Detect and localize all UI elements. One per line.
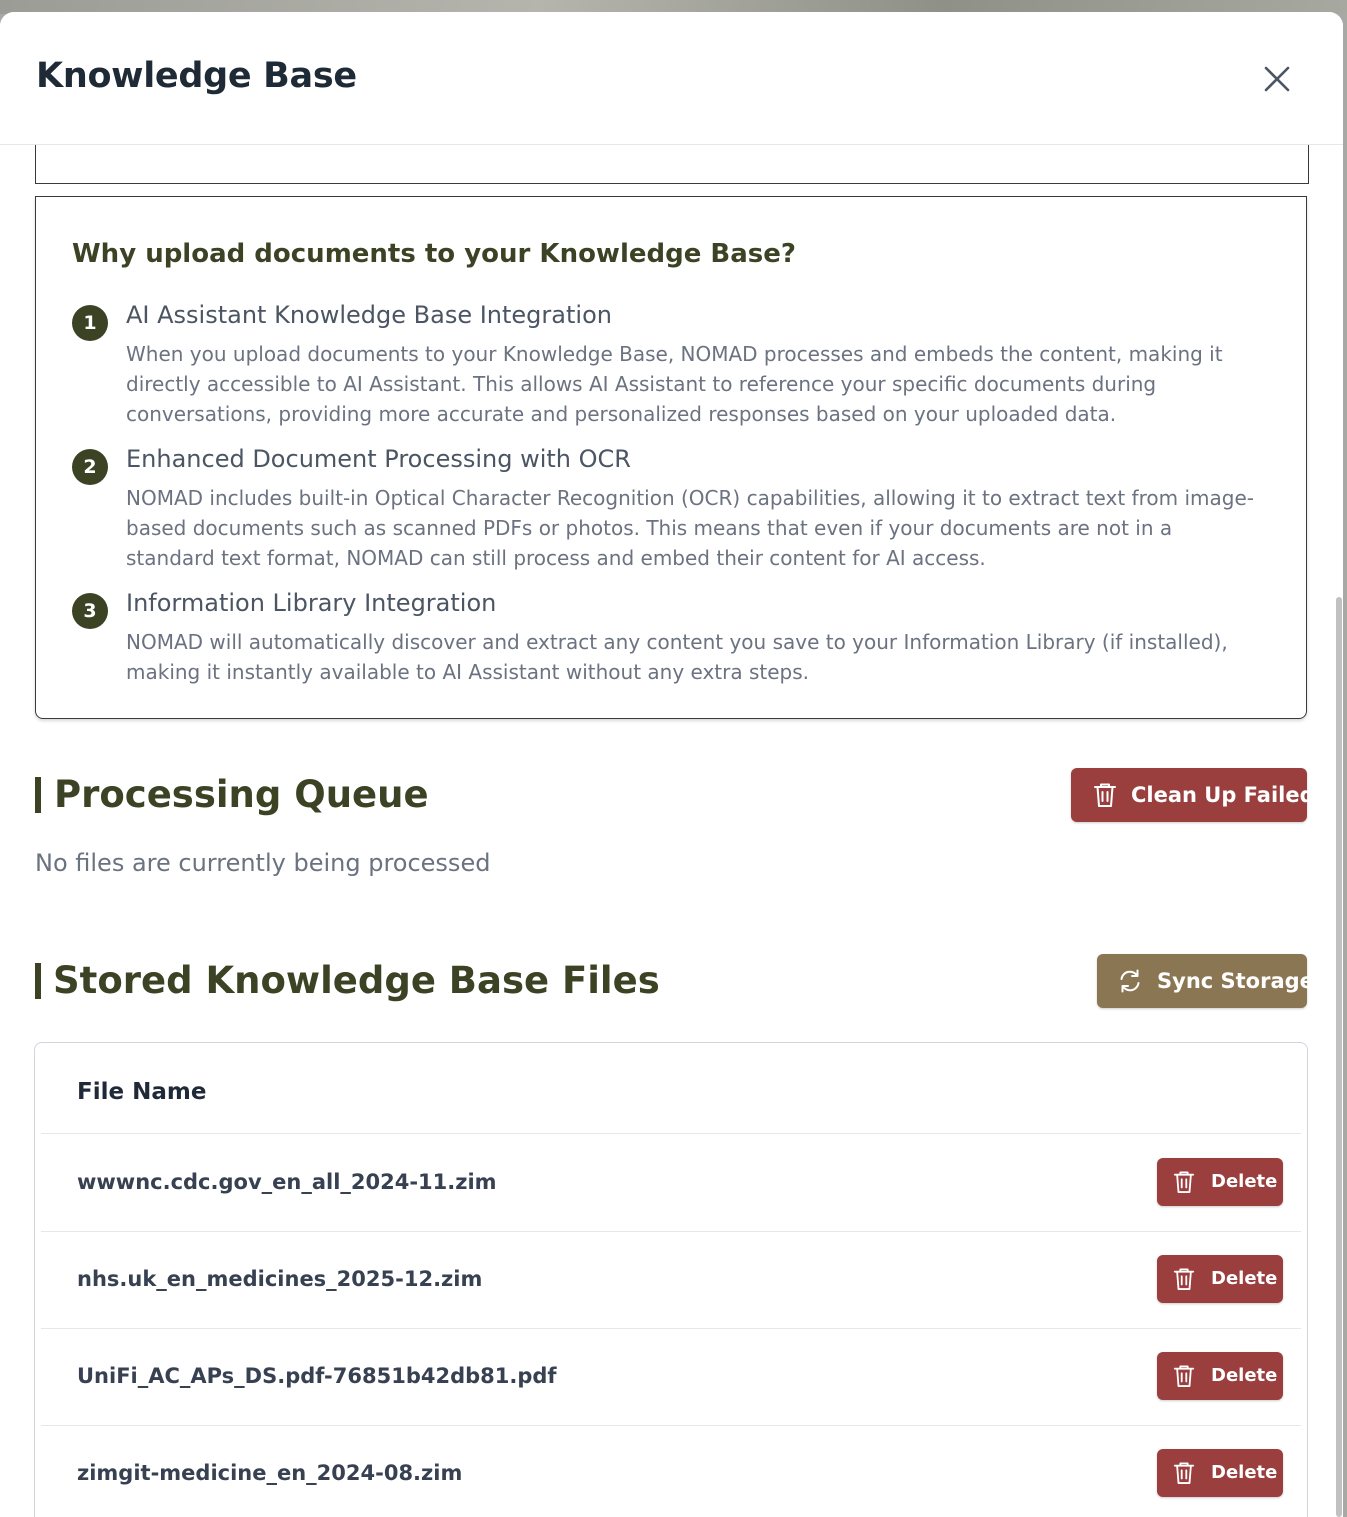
reason-number: 3 <box>72 593 108 629</box>
reason-description: NOMAD will automatically discover and extract any content you save to your Information Library (if installed), making it instantly available to AI Assistant without any extra steps. <box>126 630 1228 684</box>
sync-storage-button[interactable] <box>1097 954 1314 1008</box>
section-accent-bar <box>35 777 41 813</box>
file-name: wwwnc.cdc.gov_en_all_2024-11.zim <box>77 1170 497 1194</box>
delete-label: Delete <box>1211 1171 1278 1192</box>
knowledge-base-modal <box>0 12 1343 1517</box>
reason-description: When you upload documents to your Knowledge Base, NOMAD processes and embeds the content, making it directly accessible to AI Assistant. This allows AI Assistant to reference your specific documents during conversations, providing more accurate and personalized responses based on your uploaded data. <box>126 342 1223 426</box>
clean-up-failed-button[interactable] <box>1071 768 1315 822</box>
delete-label: Delete <box>1211 1365 1278 1386</box>
delete-button[interactable] <box>1157 1352 1283 1400</box>
trash-icon <box>1173 1461 1195 1485</box>
scrollbar-thumb[interactable] <box>1336 597 1342 1517</box>
delete-label: Delete <box>1211 1462 1278 1483</box>
modal-body[interactable] <box>0 145 1343 1517</box>
info-card <box>35 196 1307 719</box>
close-button[interactable] <box>1258 60 1296 98</box>
column-header-file-name: File Name <box>77 1079 207 1105</box>
delete-button[interactable] <box>1157 1449 1283 1497</box>
trash-icon <box>1173 1267 1195 1291</box>
queue-empty-text: No files are currently being processed <box>35 849 491 877</box>
delete-label: Delete <box>1211 1268 1278 1289</box>
reason-number: 2 <box>72 449 108 485</box>
modal-title: Knowledge Base <box>36 56 357 96</box>
trash-icon <box>1173 1364 1195 1388</box>
reason-number: 1 <box>72 305 108 341</box>
table-row <box>41 1425 1301 1517</box>
table-row <box>41 1231 1301 1329</box>
table-row <box>41 1134 1301 1232</box>
reason-title: AI Assistant Knowledge Base Integration <box>126 301 612 329</box>
file-name: UniFi_AC_APs_DS.pdf-76851b42db81.pdf <box>77 1364 557 1388</box>
section-accent-bar <box>35 963 41 999</box>
modal-header <box>0 12 1343 145</box>
table-row <box>41 1328 1301 1426</box>
close-icon <box>1258 60 1296 98</box>
file-name: zimgit-medicine_en_2024-08.zim <box>77 1461 463 1485</box>
reason-title: Information Library Integration <box>126 589 497 617</box>
sync-storage-label: Sync Storage <box>1157 969 1314 993</box>
delete-button[interactable] <box>1157 1255 1283 1303</box>
files-table <box>34 1042 1308 1517</box>
file-name: nhs.uk_en_medicines_2025-12.zim <box>77 1267 483 1291</box>
refresh-icon <box>1117 968 1143 994</box>
trash-icon <box>1093 782 1117 808</box>
upload-box <box>35 145 1309 184</box>
reason-description: NOMAD includes built-in Optical Character Recognition (OCR) capabilities, allowing it to extract text from image-based documents such as scanned PDFs or photos. This means that even if your documents are not in a standard text format, NOMAD can still process and embed their content for AI access. <box>126 486 1254 570</box>
info-heading: Why upload documents to your Knowledge Base? <box>72 239 796 269</box>
processing-queue-title: Processing Queue <box>54 773 429 816</box>
trash-icon <box>1173 1170 1195 1194</box>
stored-files-title: Stored Knowledge Base Files <box>53 959 660 1002</box>
delete-button[interactable] <box>1157 1158 1283 1206</box>
reason-title: Enhanced Document Processing with OCR <box>126 445 631 473</box>
clean-up-failed-label: Clean Up Failed <box>1131 783 1315 807</box>
